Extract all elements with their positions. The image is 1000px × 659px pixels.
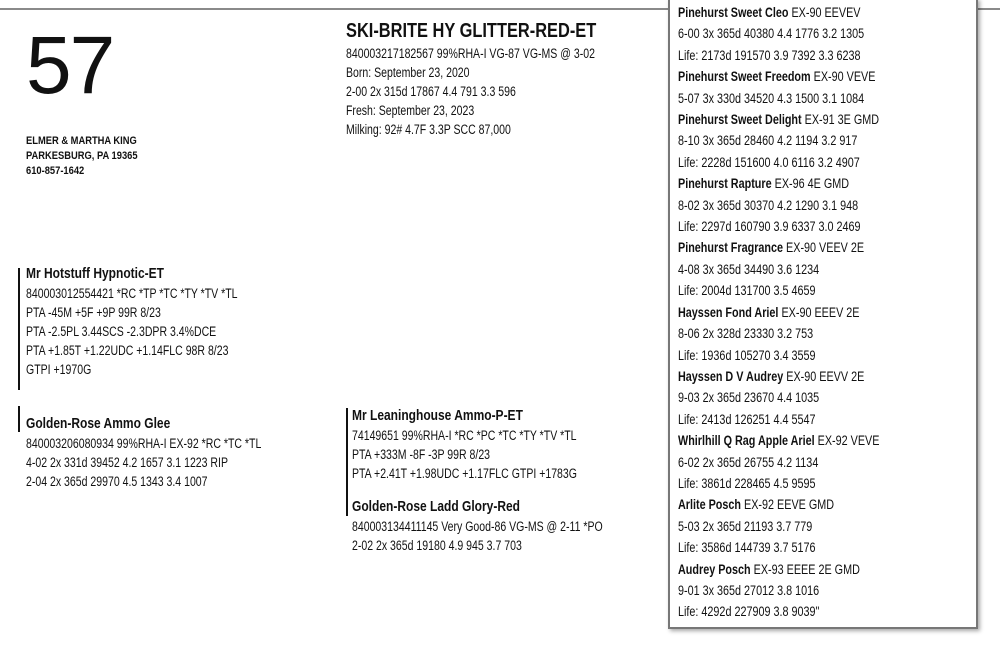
family-member-label: Pinehurst Fragrance: [678, 240, 784, 256]
dam-sire-detail-line: PTA +333M -8F -3P 99R 8/23: [352, 447, 491, 462]
animal-detail-line: Milking: 92# 4.7F 3.3P SCC 87,000: [346, 122, 511, 137]
family-member-score: EX-92 VEVE: [814, 433, 880, 449]
lot-number: 57: [26, 20, 114, 111]
dam-dam-name: Golden-Rose Ladd Glory-Red: [352, 498, 521, 515]
family-record-line: 8-06 2x 328d 23330 3.2 753: [678, 326, 814, 342]
family-member-label: Hayssen Fond Ariel: [678, 304, 779, 320]
family-record-line: Life: 2173d 191570 3.9 7392 3.3 6238: [678, 47, 861, 63]
family-member-name: [678, 2, 860, 23]
animal-details: [346, 44, 596, 139]
family-member-label: Pinehurst Sweet Cleo: [678, 5, 789, 20]
dam-sire-details: [352, 426, 577, 483]
dam-detail-line: 2-04 2x 365d 29970 4.5 1343 3.4 1007: [26, 474, 208, 489]
animal-detail-line: 2-00 2x 315d 17867 4.4 791 3.3 596: [346, 84, 516, 99]
family-member-score: EX-90 EEVV 2E: [783, 368, 865, 384]
consignor-phone: 610-857-1642: [26, 165, 85, 177]
family-member-name: [678, 66, 876, 87]
family-record-line: Life: 2004d 131700 3.5 4659: [678, 283, 816, 299]
dam-dam-block: [352, 497, 602, 555]
animal-detail-line: Born: September 23, 2020: [346, 65, 470, 80]
family-member-score: EX-92 EEVE GMD: [741, 497, 835, 513]
animal-name: SKI-BRITE HY GLITTER-RED-ET: [346, 20, 597, 42]
family-member-name: [678, 366, 864, 387]
family-record-line: 5-07 3x 330d 34520 4.3 1500 3.1 1084: [678, 90, 865, 106]
animal-block: [346, 18, 596, 139]
consignor-city: PARKESBURG, PA 19365: [26, 150, 138, 162]
dam-block: [26, 414, 262, 491]
animal-detail-line: 840003217182567 99%RHA-I VG-87 VG-MS @ 3-02: [346, 46, 595, 61]
dam-bracket: [18, 406, 20, 432]
family-member-name: [678, 494, 834, 515]
consignor-name: ELMER & MARTHA KING: [26, 135, 137, 147]
family-member-score: EX-90 EEEV 2E: [778, 304, 860, 320]
family-member-name: [678, 173, 849, 194]
dam-name: Golden-Rose Ammo Glee: [26, 415, 171, 432]
dam-sire-detail-line: 74149651 99%RHA-I *RC *PC *TC *TY *TV *TL: [352, 428, 577, 443]
family-record-line: 6-00 3x 365d 40380 4.4 1776 3.2 1305: [678, 26, 865, 42]
sire-block: [26, 264, 237, 379]
family-record-line: Life: 1936d 105270 3.4 3559: [678, 347, 816, 363]
family-list: [678, 2, 880, 623]
dam-detail-line: 840003206080934 99%RHA-I EX-92 *RC *TC *TL: [26, 436, 262, 451]
family-member-label: Audrey Posch: [678, 561, 751, 577]
family-record-line: Life: 2413d 126251 4.4 5547: [678, 411, 816, 427]
dam-details: [26, 434, 262, 491]
family-member-score: EX-90 VEVE: [810, 69, 876, 85]
dam-dam-details: [352, 517, 602, 555]
sire-details: [26, 284, 237, 379]
family-record-line: Life: 2297d 160790 3.9 6337 3.0 2469: [678, 219, 861, 235]
family-record-line: 5-03 2x 365d 21193 3.7 779: [678, 518, 813, 534]
family-record-line: 9-01 3x 365d 27012 3.8 1016: [678, 582, 820, 598]
family-member-label: Hayssen D V Audrey: [678, 368, 784, 384]
family-member-label: Pinehurst Sweet Freedom: [678, 69, 811, 85]
family-record-line: 8-02 3x 365d 30370 4.2 1290 3.1 948: [678, 197, 859, 213]
sire-name: Mr Hotstuff Hypnotic-ET: [26, 265, 164, 282]
family-member-label: Pinehurst Rapture: [678, 176, 772, 192]
dam-dam-detail-line: 2-02 2x 365d 19180 4.9 945 3.7 703: [352, 538, 522, 553]
family-box: [668, 0, 978, 629]
family-member-name: [678, 237, 864, 258]
family-record-line: 6-02 2x 365d 26755 4.2 1134: [678, 454, 819, 470]
sire-detail-line: PTA -2.5PL 3.44SCS -2.3DPR 3.4%DCE: [26, 324, 217, 339]
family-member-label: Whirlhill Q Rag Apple Ariel: [678, 433, 815, 449]
family-record-line: 4-08 3x 365d 34490 3.6 1234: [678, 261, 820, 277]
family-record-line: Life: 2228d 151600 4.0 6116 3.2 4907: [678, 154, 860, 170]
dam-dam-detail-line: 840003134411145 Very Good-86 VG-MS @ 2-11 *PO: [352, 519, 603, 534]
top-rule-right: [976, 8, 1000, 10]
family-member-score: EX-93 EEEE 2E GMD: [750, 561, 860, 577]
family-member-score: EX-90 VEEV 2E: [783, 240, 865, 256]
family-member-label: Arlite Posch: [678, 497, 742, 513]
family-record-line: Life: 4292d 227909 3.8 9039": [678, 604, 820, 620]
animal-detail-line: Fresh: September 23, 2023: [346, 103, 475, 118]
consignor-block: [26, 134, 137, 179]
top-rule: [0, 8, 668, 10]
dam-detail-line: 4-02 2x 331d 39452 4.2 1657 3.1 1223 RIP: [26, 455, 228, 470]
family-record-line: 8-10 3x 365d 28460 4.2 1194 3.2 917: [678, 133, 858, 149]
family-member-score: EX-96 4E GMD: [771, 176, 850, 192]
family-member-score: EX-90 EEVEV: [788, 5, 861, 20]
sire-detail-line: 840003012554421 *RC *TP *TC *TY *TV *TL: [26, 286, 238, 301]
sire-detail-line: PTA -45M +5F +9P 99R 8/23: [26, 305, 161, 320]
family-record-line: Life: 3861d 228465 4.5 9595: [678, 475, 816, 491]
dam-sire-name: Mr Leaninghouse Ammo-P-ET: [352, 407, 523, 424]
sire-bracket: [18, 268, 20, 390]
dam-pedigree-bracket: [346, 408, 348, 516]
family-member-label: Pinehurst Sweet Delight: [678, 112, 802, 128]
family-member-name: [678, 559, 860, 580]
dam-sire-block: [352, 406, 577, 483]
sire-detail-line: PTA +1.85T +1.22UDC +1.14FLC 98R 8/23: [26, 343, 229, 358]
family-member-name: [678, 430, 880, 451]
family-member-score: EX-91 3E GMD: [801, 112, 880, 128]
family-record-line: 9-03 2x 365d 23670 4.4 1035: [678, 390, 820, 406]
family-member-name: [678, 109, 879, 130]
sire-detail-line: GTPI +1970G: [26, 362, 92, 377]
dam-sire-detail-line: PTA +2.41T +1.98UDC +1.17FLC GTPI +1783G: [352, 466, 577, 481]
family-member-name: [678, 302, 860, 323]
family-record-line: Life: 3586d 144739 3.7 5176: [678, 540, 816, 556]
